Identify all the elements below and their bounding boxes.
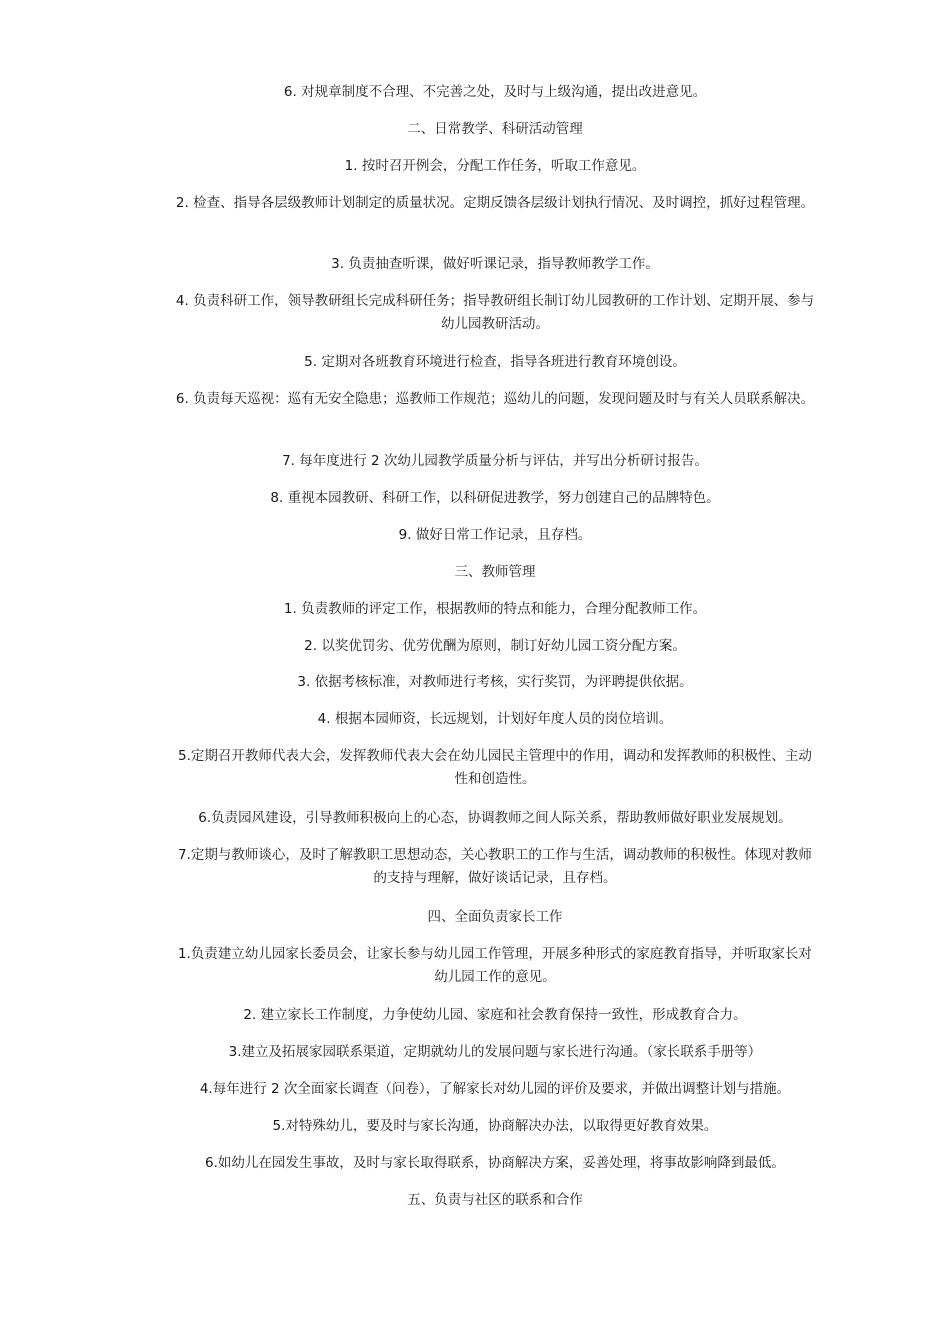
list-item: 5.对特殊幼儿，要及时与家长沟通，协商解决办法，以取得更好教育效果。 — [272, 1118, 718, 1134]
list-item: 6. 负责每天巡视：巡有无安全隐患；巡教师工作规范；巡幼儿的问题，发现问题及时与有关人员联系解决。 — [175, 391, 815, 407]
section-heading: 四、全面负责家长工作 — [427, 909, 563, 925]
list-item: 4. 负责科研工作，领导教研组长完成科研任务；指导教研组长制订幼儿园教研的工作计划、定期开展、参与幼儿园教研活动。 — [175, 293, 815, 332]
list-item: 6.如幼儿在园发生事故，及时与家长取得联系，协商解决方案，妥善处理，将事故影响降到最低。 — [205, 1155, 785, 1171]
list-item: 1. 负责教师的评定工作，根据教师的特点和能力，合理分配教师工作。 — [283, 601, 707, 617]
list-item: 2. 以奖优罚劣、优劳优酬为原则，制订好幼儿园工资分配方案。 — [304, 638, 686, 654]
list-item: 3. 负责抽查听课，做好听课记录，指导教师教学工作。 — [331, 256, 659, 272]
list-item: 3.建立及拓展家园联系渠道，定期就幼儿的发展问题与家长进行沟通。（家长联系手册等） — [228, 1044, 762, 1060]
list-item: 9. 做好日常工作记录，且存档。 — [398, 527, 592, 543]
section-heading: 二、日常教学、科研活动管理 — [407, 121, 583, 137]
list-item: 5.定期召开教师代表大会，发挥教师代表大会在幼儿园民主管理中的作用，调动和发挥教师的积极性、主动性和创造性。 — [178, 748, 812, 787]
list-item: 7.定期与教师谈心，及时了解教职工思想动态，关心教职工的工作与生活，调动教师的积极性。体现对教师的支持与理解，做好谈话记录，且存档。 — [178, 847, 812, 886]
list-item: 4.每年进行 2 次全面家长调查（问卷），了解家长对幼儿园的评价及要求，并做出调整计划与措施。 — [199, 1081, 791, 1097]
list-item: 2. 建立家长工作制度，力争使幼儿园、家庭和社会教育保持一致性，形成教育合力。 — [243, 1007, 747, 1023]
list-item: 8. 重视本园教研、科研工作，以科研促进教学，努力创建自己的品牌特色。 — [270, 490, 720, 506]
list-item: 6. 对规章制度不合理、不完善之处，及时与上级沟通，提出改进意见。 — [283, 84, 707, 100]
list-item: 1. 按时召开例会，分配工作任务，听取工作意见。 — [344, 158, 646, 174]
list-item: 6.负责园风建设，引导教师积极向上的心态，协调教师之间人际关系，帮助教师做好职业发展规划。 — [198, 810, 792, 826]
list-item: 7. 每年度进行 2 次幼儿园教学质量分析与评估，并写出分析研讨报告。 — [282, 453, 708, 469]
section-heading: 三、教师管理 — [454, 564, 536, 580]
list-item: 2. 检查、指导各层级教师计划制定的质量状况。定期反馈各层级计划执行情况、及时调控，抓好过程管理。 — [175, 195, 815, 211]
list-item: 3. 依据考核标准，对教师进行考核，实行奖罚，为评聘提供依据。 — [297, 674, 693, 690]
section-heading: 五、负责与社区的联系和合作 — [407, 1192, 583, 1208]
list-item: 5. 定期对各班教育环境进行检查，指导各班进行教育环境创设。 — [304, 354, 686, 370]
list-item: 1.负责建立幼儿园家长委员会，让家长参与幼儿园工作管理，开展多种形式的家庭教育指导，并听取家长对幼儿园工作的意见。 — [178, 946, 812, 985]
list-item: 4. 根据本园师资，长远规划，计划好年度人员的岗位培训。 — [317, 711, 673, 727]
